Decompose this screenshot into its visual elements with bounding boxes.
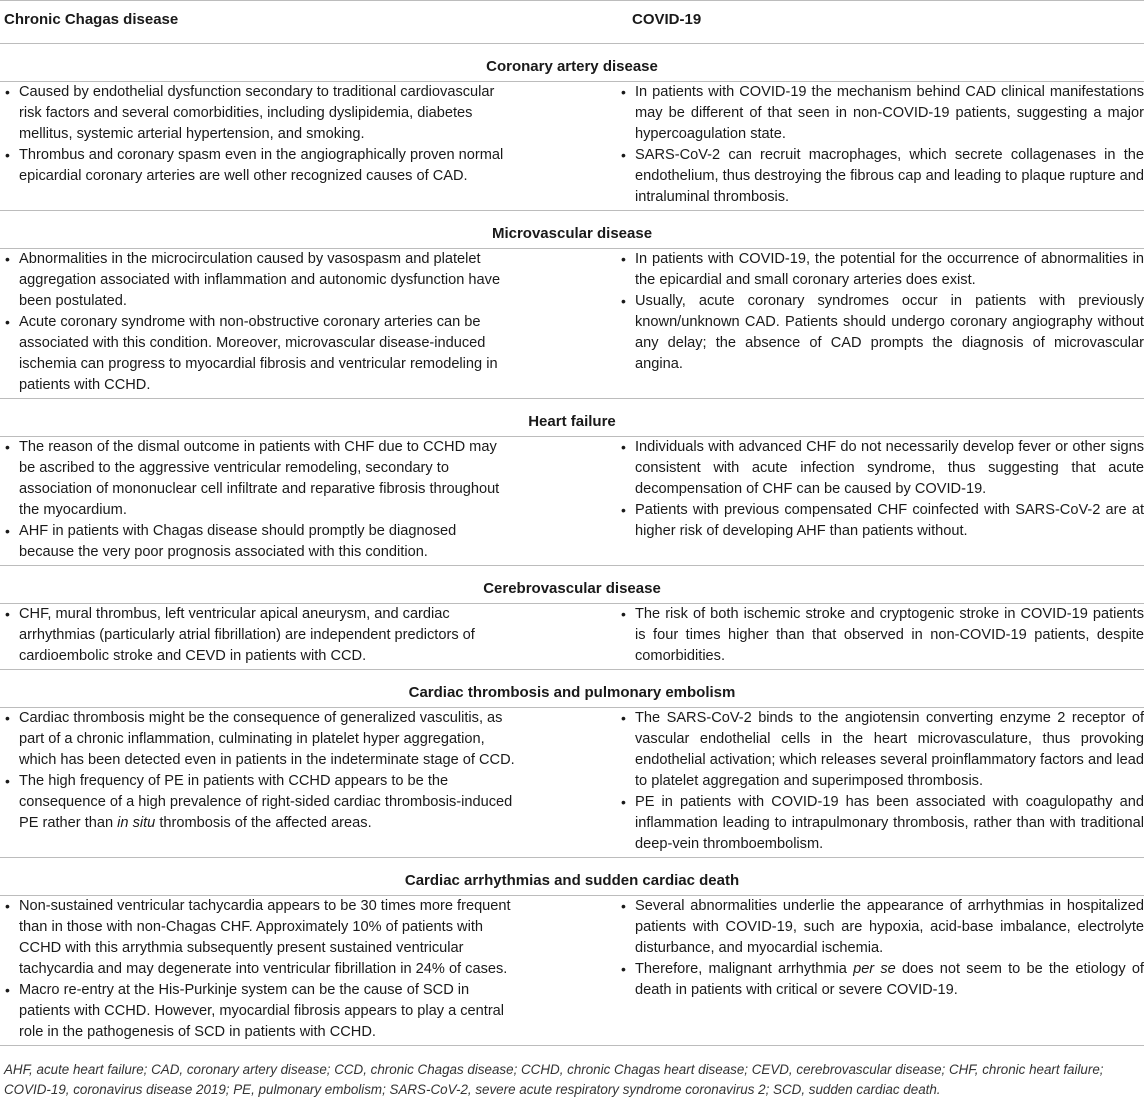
covid-cell	[605, 82, 1144, 208]
list-item: • Caused by endothelial dysfunction secondary to traditional cardiovascular risk factors and several comorbidities, including dyslipidemia, diabetes mellitus, systemic arterial hypertension, and smoking.	[0, 82, 515, 145]
list-item: • In patients with COVID-19, the potential for the occurrence of abnormalities in the epicardial and small coronary arteries does exist.	[616, 249, 1144, 291]
column-header-covid: COVID-19	[632, 11, 702, 28]
table-body	[0, 44, 1144, 1046]
section-title: Coronary artery disease	[0, 44, 1144, 82]
section-title: Heart failure	[0, 399, 1144, 437]
chagas-cell	[0, 896, 605, 1043]
chagas-cell	[0, 437, 605, 563]
list-item-text: does not seem to be the etiology of death in patients with critical or severe COVID-19.	[635, 961, 1144, 998]
list-item-text: thrombosis of the affected areas.	[155, 815, 372, 831]
bullet-list	[616, 437, 1144, 542]
list-item-text: Therefore, malignant arrhythmia	[635, 961, 854, 977]
list-item: • PE in patients with COVID-19 has been associated with coagulopathy and inflammation leading to intrapulmonary thrombosis, rather than with traditional deep-vein thromboembolism.	[616, 792, 1144, 855]
covid-cell	[605, 896, 1144, 1043]
list-item-emphasis: in situ	[117, 815, 156, 831]
bullet-list	[616, 604, 1144, 667]
table-row	[0, 249, 1144, 399]
table-row	[0, 437, 1144, 566]
chagas-cell	[0, 249, 605, 396]
bullet-list	[0, 896, 515, 1043]
list-item-text: The high frequency of PE in patients with CCHD appears to be the consequence of a high prevalence of right-sided cardiac thrombosis-induced PE rather than	[19, 773, 513, 831]
list-item: • Acute coronary syndrome with non-obstructive coronary arteries can be associated with this condition. Moreover, microvascular disease-induced ischemia can progress to myocardial fibrosis and ventricular remodeling in patients with CCHD.	[0, 312, 515, 396]
list-item	[0, 771, 515, 834]
list-item: • Macro re-entry at the His-Purkinje system can be the cause of SCD in patients with CCHD. However, myocardial fibrosis appears to play a central role in the pathogenesis of SCD in patients with CCHD.	[0, 980, 515, 1043]
chagas-cell	[0, 708, 605, 855]
list-item: • Patients with previous compensated CHF coinfected with SARS-CoV-2 are at higher risk of developing AHF than patients without.	[616, 500, 1144, 542]
table-row	[0, 604, 1144, 670]
list-item: • Usually, acute coronary syndromes occur in patients with previously known/unknown CAD. Patients should undergo coronary angiography without any delay; the absence of CAD prompts the diagnosis of microvascular angina.	[616, 291, 1144, 375]
list-item: • CHF, mural thrombus, left ventricular apical aneurysm, and cardiac arrhythmias (particularly atrial fibrillation) are independent predictors of cardioembolic stroke and CEVD in patients with CCD.	[0, 604, 515, 667]
bullet-list	[0, 249, 515, 396]
section-title: Microvascular disease	[0, 211, 1144, 249]
list-item: • Abnormalities in the microcirculation caused by vasospasm and platelet aggregation associated with inflammation and autonomic dysfunction have been postulated.	[0, 249, 515, 312]
chagas-cell	[0, 604, 605, 667]
covid-cell	[605, 604, 1144, 667]
section-title: Cardiac arrhythmias and sudden cardiac death	[0, 858, 1144, 896]
list-item: • SARS-CoV-2 can recruit macrophages, which secrete collagenases in the endothelium, thus destroying the fibrous cap and leading to plaque rupture and intraluminal thrombosis.	[616, 145, 1144, 208]
bullet-list	[616, 82, 1144, 208]
bullet-list	[616, 708, 1144, 855]
bullet-list	[616, 249, 1144, 375]
list-item: • In patients with COVID-19 the mechanism behind CAD clinical manifestations may be different of that seen in non-COVID-19 patients, suggesting a major hypercoagulation state.	[616, 82, 1144, 145]
bullet-list	[0, 708, 515, 834]
list-item-emphasis: per se	[853, 961, 896, 977]
list-item: • Individuals with advanced CHF do not necessarily develop fever or other signs consistent with acute infection syndrome, thus suggesting that acute decompensation of CHF can be caused by COVID-19.	[616, 437, 1144, 500]
list-item: • The reason of the dismal outcome in patients with CHF due to CCHD may be ascribed to the aggressive ventricular remodeling, secondary to association of mononuclear cell infiltrate and reparative fibrosis throughout the myocardium.	[0, 437, 515, 521]
bullet-list	[0, 604, 515, 667]
table-header-row	[0, 0, 1144, 44]
covid-cell	[605, 437, 1144, 563]
list-item: • Thrombus and coronary spasm even in the angiographically proven normal epicardial coronary arteries are well other recognized causes of CAD.	[0, 145, 515, 187]
covid-cell	[605, 708, 1144, 855]
table-row	[0, 708, 1144, 858]
section-title: Cardiac thrombosis and pulmonary embolism	[0, 670, 1144, 708]
table-row	[0, 896, 1144, 1046]
list-item: • AHF in patients with Chagas disease should promptly be diagnosed because the very poor prognosis associated with this condition.	[0, 521, 515, 563]
list-item: • The risk of both ischemic stroke and cryptogenic stroke in COVID-19 patients is four times higher than that observed in non-COVID-19 patients, despite comorbidities.	[616, 604, 1144, 667]
list-item: • Cardiac thrombosis might be the consequence of generalized vasculitis, as part of a chronic inflammation, culminating in platelet hyper aggregation, which has been detected even in patients in the indeterminate stage of CCD.	[0, 708, 515, 771]
bullet-list	[0, 82, 515, 187]
section-title: Cerebrovascular disease	[0, 566, 1144, 604]
list-item: • Non-sustained ventricular tachycardia appears to be 30 times more frequent than in those with non-Chagas CHF. Approximately 10% of patients with CCHD with this arrythmia subsequently present sustained ventricular tachycardia and may degenerate into ventricular fibrillation in 24% of cases.	[0, 896, 515, 980]
chagas-cell	[0, 82, 605, 208]
list-item: • The SARS-CoV-2 binds to the angiotensin converting enzyme 2 receptor of vascular endothelial cells in the heart microvasculature, thus provoking endothelial activation; which releases several proinflammatory factors and lead to platelet aggregation and superimposed thrombosis.	[616, 708, 1144, 792]
list-item: • Several abnormalities underlie the appearance of arrhythmias in hospitalized patients with COVID-19, such are hypoxia, acid-base imbalance, electrolyte disturbance, and myocardial ischemia.	[616, 896, 1144, 959]
table-row	[0, 82, 1144, 211]
bullet-list	[0, 437, 515, 563]
column-header-chagas: Chronic Chagas disease	[4, 11, 179, 28]
list-item	[616, 959, 1144, 1001]
table-footnote: AHF, acute heart failure; CAD, coronary artery disease; CCD, chronic Chagas disease; CCHD, chronic Chagas heart disease; CEVD, cerebrovascular disease; CHF, chronic heart failure; COVID-19, coronavirus disease 2019; PE, pulmonary embolism; SARS-CoV-2, severe acute respiratory syndrome coronavirus 2; SCD, sudden cardiac death.	[4, 1062, 1104, 1097]
bullet-list	[616, 896, 1144, 1001]
covid-cell	[605, 249, 1144, 396]
